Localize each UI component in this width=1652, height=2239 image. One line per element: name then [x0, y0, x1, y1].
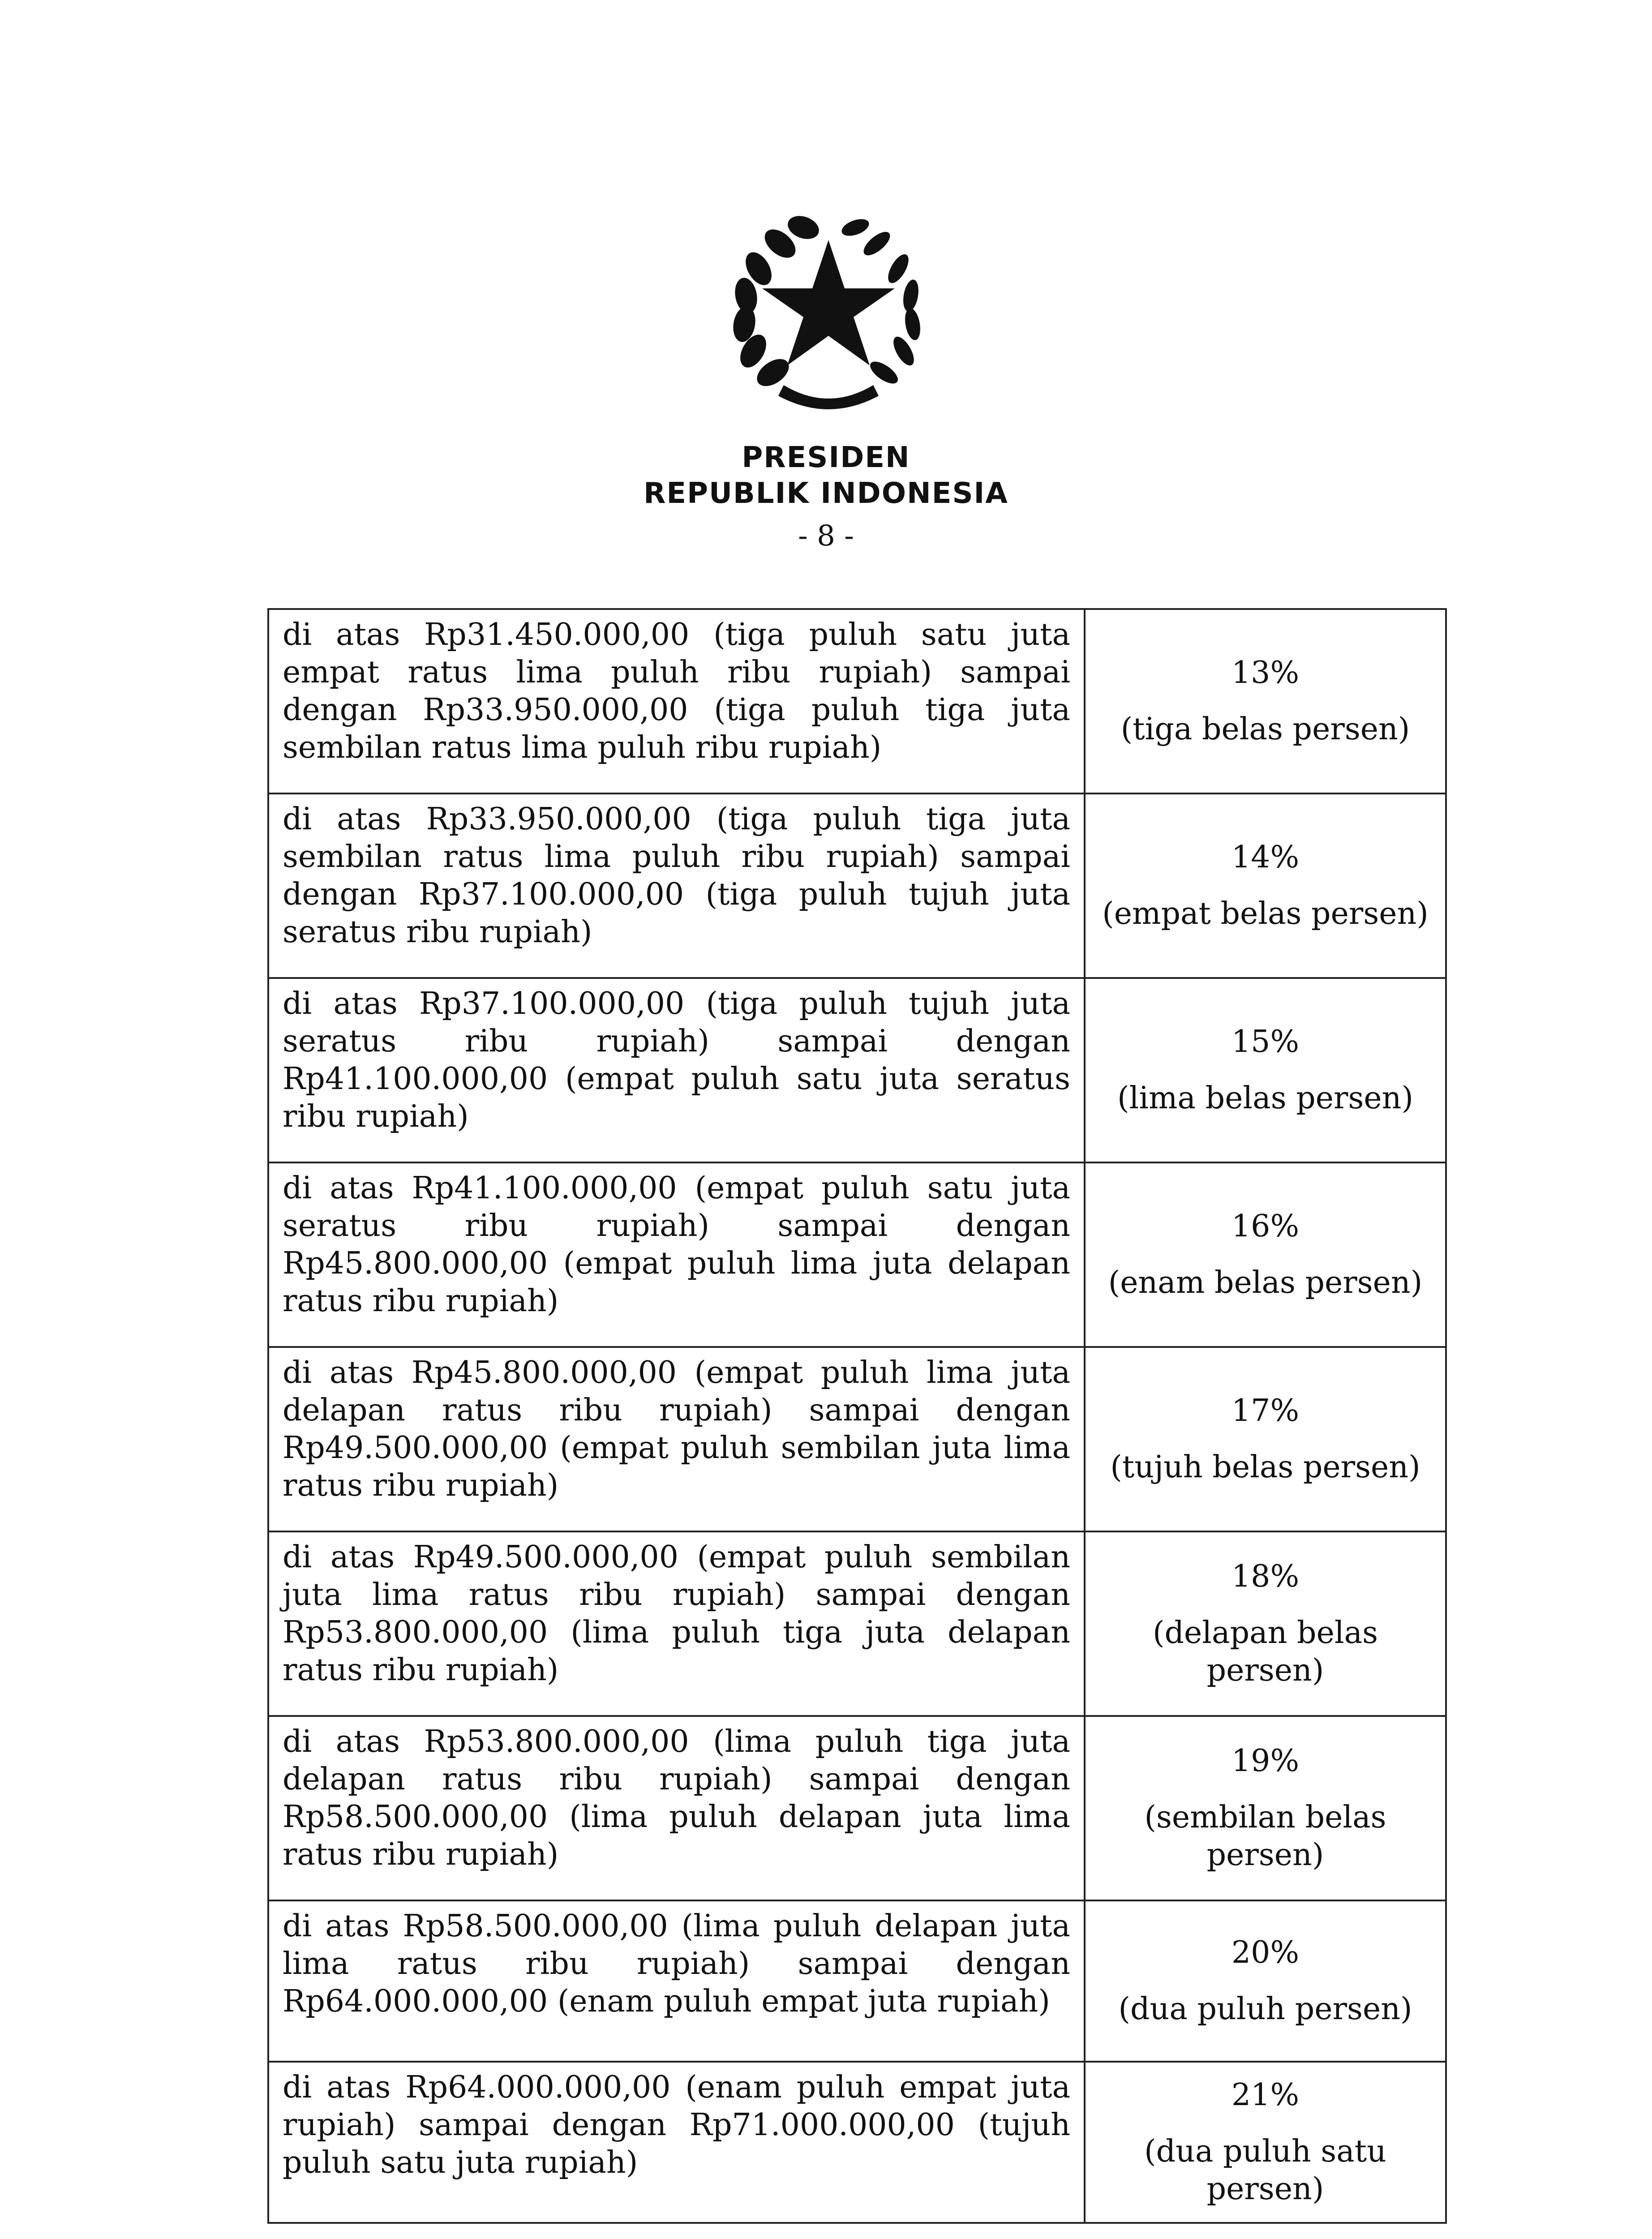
rate-percent: 15% — [1231, 1024, 1300, 1059]
table-row — [268, 1531, 1446, 1716]
rate-words: (dua puluh satu persen) — [1144, 2134, 1386, 2207]
rate-cell — [1085, 1716, 1446, 1900]
rate-words: (empat belas persen) — [1102, 896, 1429, 931]
rate-words: (enam belas persen) — [1108, 1265, 1423, 1300]
rate-cell — [1085, 2062, 1446, 2223]
income-range-cell: di atas Rp64.000.000,00 (enam puluh empat juta rupiah) sampai dengan Rp71.000.000,00 (tujuh puluh satu juta rupiah) — [268, 2062, 1085, 2223]
table-row — [268, 1900, 1446, 2062]
rate-percent: 16% — [1231, 1209, 1300, 1244]
income-range-cell: di atas Rp58.500.000,00 (lima puluh delapan juta lima ratus ribu rupiah) sampai dengan Rp64.000.000,00 (enam puluh empat juta rupiah) — [268, 1900, 1085, 2062]
rate-cell — [1085, 978, 1446, 1162]
rate-words: (tujuh belas persen) — [1110, 1450, 1420, 1485]
rate-words: (delapan belas persen) — [1152, 1615, 1378, 1688]
rate-words: (sembilan belas persen) — [1144, 1800, 1386, 1873]
rate-cell — [1085, 1900, 1446, 2062]
table-row — [268, 1162, 1446, 1347]
rate-percent: 13% — [1231, 655, 1300, 691]
table-row — [268, 978, 1446, 1162]
presidential-emblem-icon — [703, 188, 954, 421]
rate-cell — [1085, 609, 1446, 794]
rate-percent: 20% — [1231, 1935, 1300, 1970]
rate-words: (tiga belas persen) — [1120, 712, 1410, 747]
rate-percent: 17% — [1231, 1393, 1300, 1428]
rate-cell — [1085, 1162, 1446, 1347]
rate-words: (lima belas persen) — [1117, 1081, 1413, 1116]
table-row — [268, 609, 1446, 794]
rate-cell — [1085, 1347, 1446, 1531]
income-range-cell: di atas Rp49.500.000,00 (empat puluh sembilan juta lima ratus ribu rupiah) sampai dengan Rp53.800.000,00 (lima puluh tiga juta delapan ratus ribu rupiah) — [268, 1531, 1085, 1716]
rate-cell — [1085, 794, 1446, 978]
income-range-cell: di atas Rp33.950.000,00 (tiga puluh tiga juta sembilan ratus lima puluh ribu rupiah) sampai dengan Rp37.100.000,00 (tiga puluh tujuh juta seratus ribu rupiah) — [268, 794, 1085, 978]
rate-words: (dua puluh persen) — [1118, 1991, 1412, 2027]
income-range-cell: di atas Rp37.100.000,00 (tiga puluh tujuh juta seratus ribu rupiah) sampai dengan Rp41.100.000,00 (empat puluh satu juta seratus ribu rupiah) — [268, 978, 1085, 1162]
table-row — [268, 2062, 1446, 2223]
table-row — [268, 1347, 1446, 1531]
rate-percent: 14% — [1231, 840, 1300, 875]
income-range-cell: di atas Rp53.800.000,00 (lima puluh tiga juta delapan ratus ribu rupiah) sampai dengan Rp58.500.000,00 (lima puluh delapan juta lima ratus ribu rupiah) — [268, 1716, 1085, 1900]
income-range-cell: di atas Rp45.800.000,00 (empat puluh lima juta delapan ratus ribu rupiah) sampai dengan Rp49.500.000,00 (empat puluh sembilan juta lima ratus ribu rupiah) — [268, 1347, 1085, 1531]
table-row — [268, 1716, 1446, 1900]
income-range-cell: di atas Rp31.450.000,00 (tiga puluh satu juta empat ratus lima puluh ribu rupiah) sampai dengan Rp33.950.000,00 (tiga puluh tiga juta sembilan ratus lima puluh ribu rupiah) — [268, 609, 1085, 794]
header-title: PRESIDEN — [742, 441, 910, 474]
tax-rate-table — [267, 608, 1447, 2224]
table-row — [268, 794, 1446, 978]
rate-percent: 18% — [1231, 1559, 1300, 1594]
rate-percent: 19% — [1231, 1743, 1300, 1779]
rate-percent: 21% — [1231, 2077, 1300, 2113]
income-range-cell: di atas Rp41.100.000,00 (empat puluh satu juta seratus ribu rupiah) sampai dengan Rp45.800.000,00 (empat puluh lima juta delapan ratus ribu rupiah) — [268, 1162, 1085, 1347]
rate-cell — [1085, 1531, 1446, 1716]
header-subtitle: REPUBLIK INDONESIA — [644, 477, 1008, 510]
page-number: - 8 - — [798, 519, 854, 553]
